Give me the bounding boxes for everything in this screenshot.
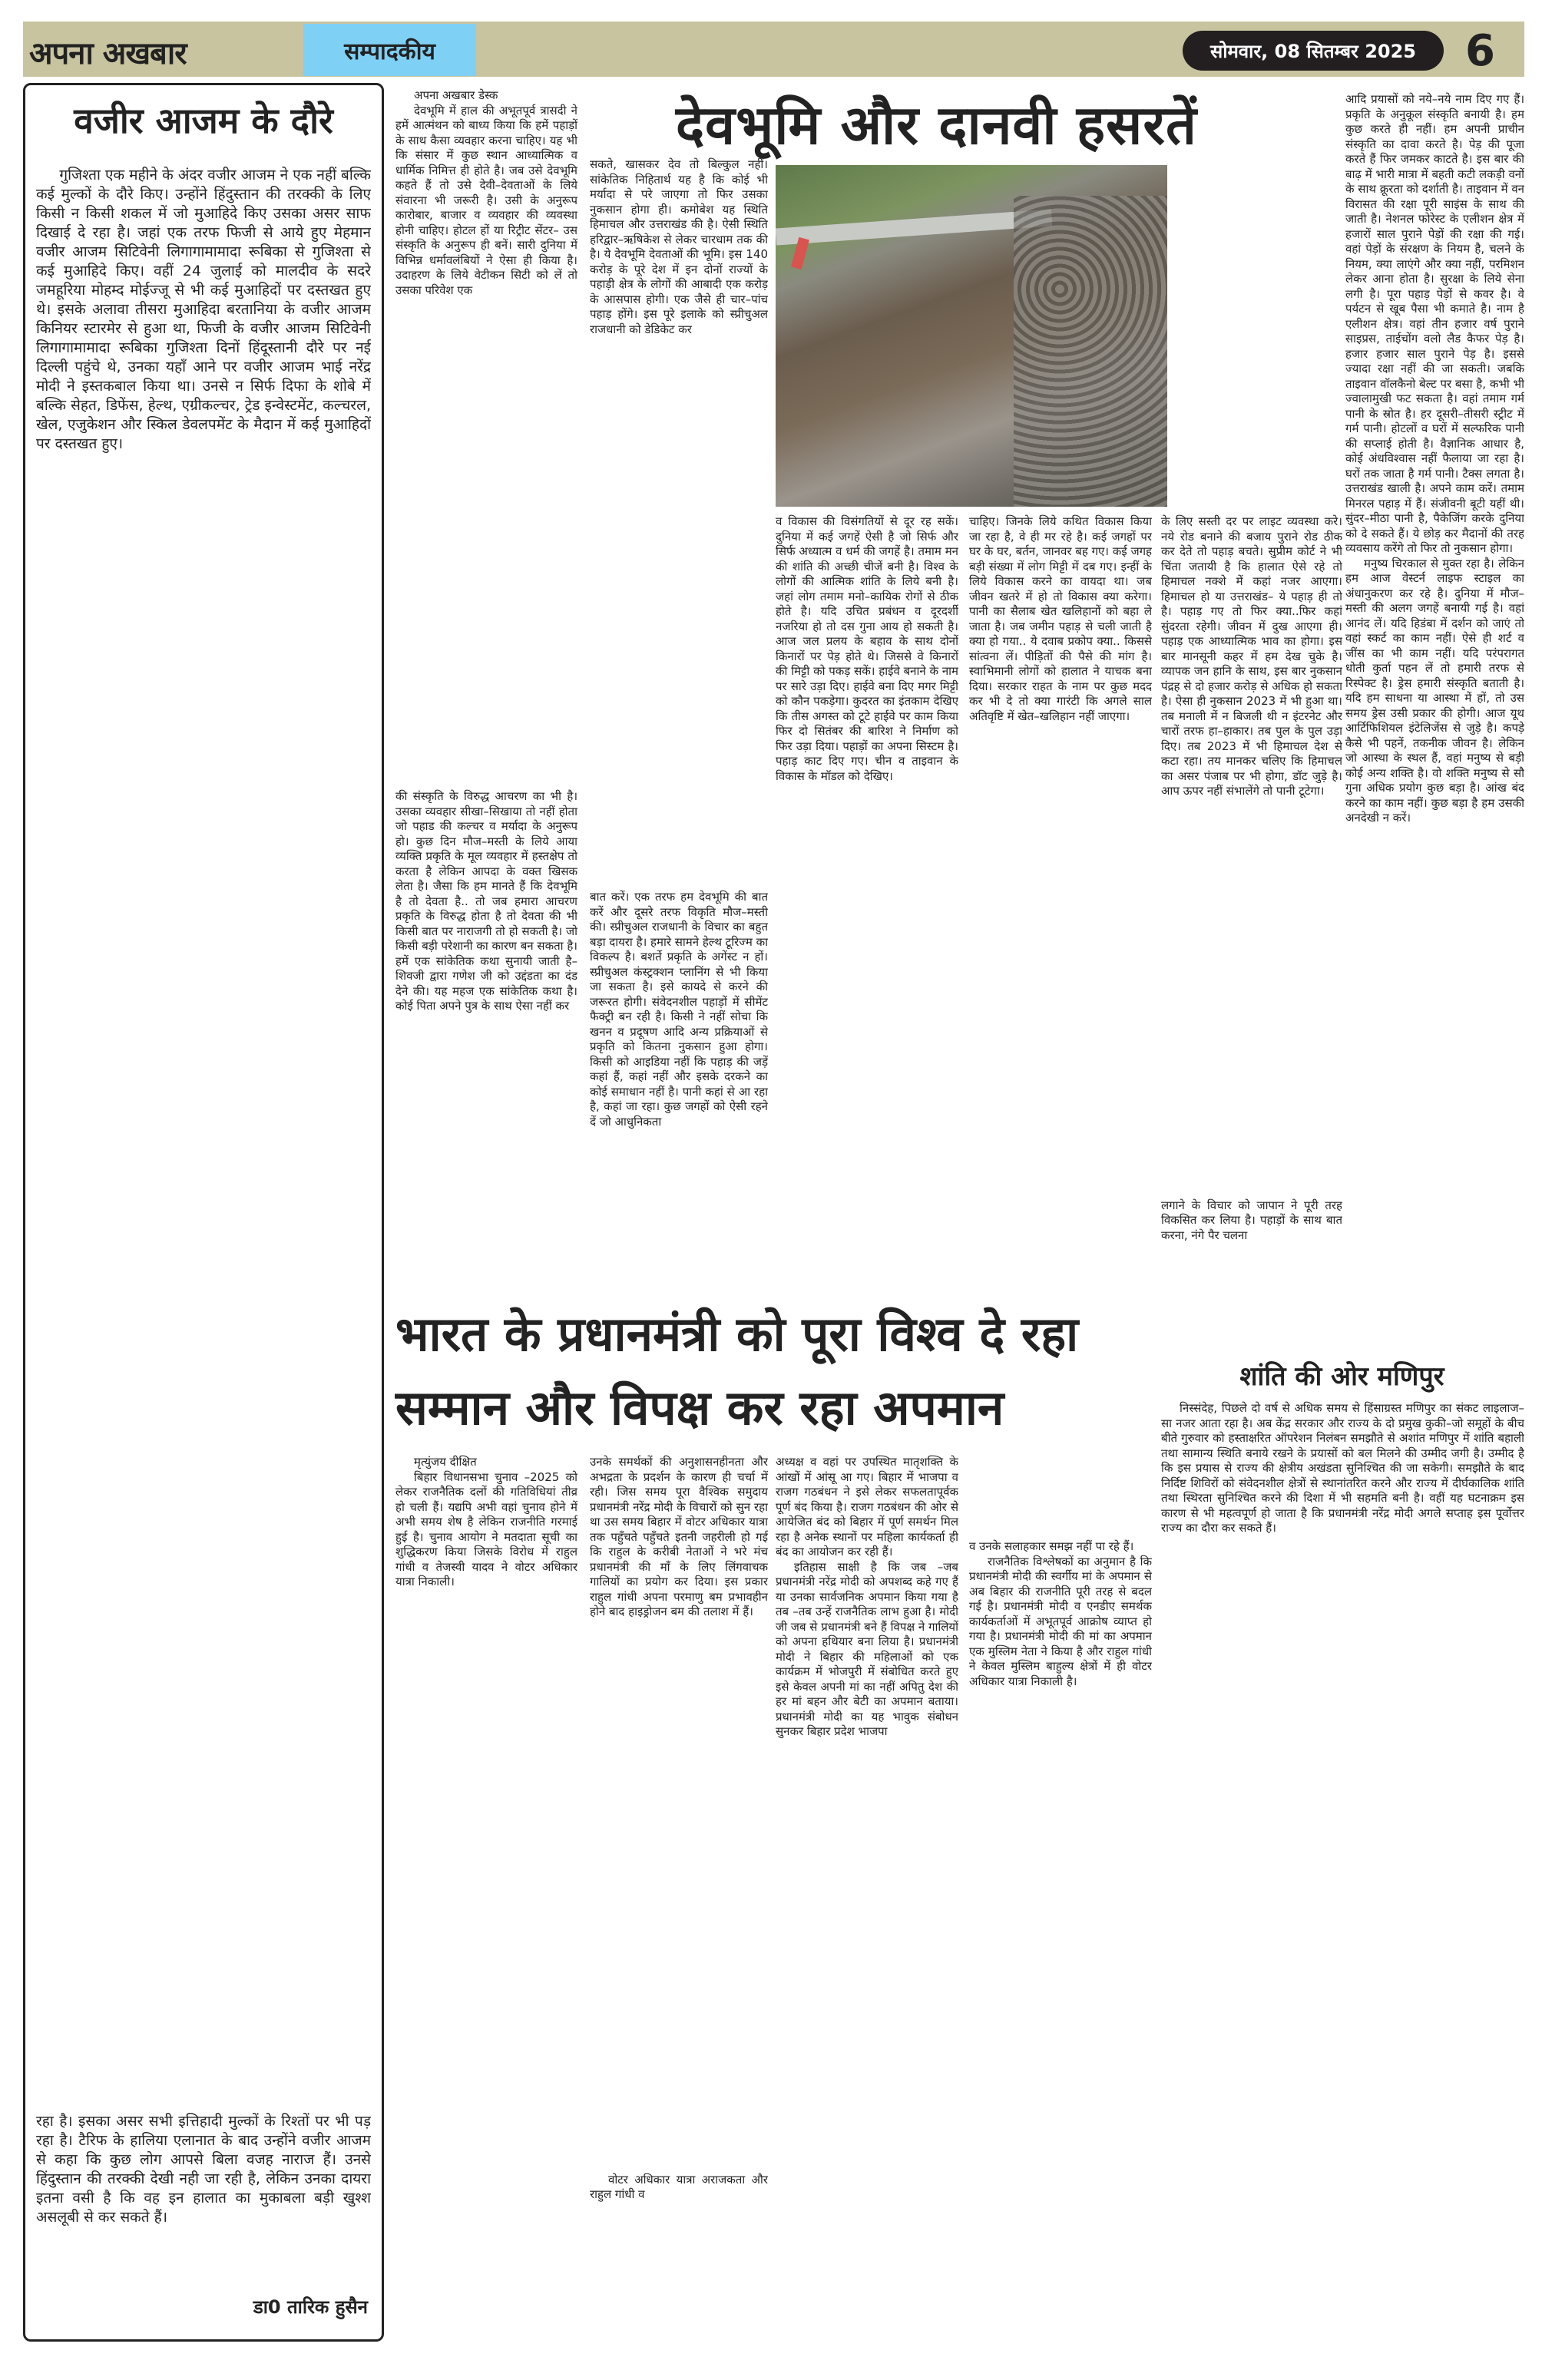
paragraph: देवभूमि में हाल की अभूतपूर्व त्रासदी ने हमें आत्मंथन को बाध्य किया कि हमें पहाड़ों के साथ कैसा व्यवहार करना चाहिए। यह भी कि संसार में कुछ स्थान आध्यात्मिक व धार्मिक निमित्त ही होते है। जब उसे देवभूमि कहते हैं तो उसे देवी–देवताओं के लिये संवारना भी जरूरी है। उसी के अनुरूप कारोबार, बाजार व व्यवहार की व्यवस्था होनी चाहिए। होटल हों या रिट्रीट सेंटर– उस संस्कृति के अनुरूप ही बनें। सारी दुनिया में विभिन्न धर्मावलंबियों ने ऐसा ही किया है। उदाहरण के लिये वेटीकन सिटी को लें तो उसका परिवेश एक	[395, 103, 577, 297]
devbhumi-col-2	[590, 157, 768, 1294]
paragraph: व विकास की विसंगतियों से दूर रह सकें। दुनिया में कई जगहें ऐसी है जो सिर्फ और सिर्फ अध्यात्म व धर्म की जगहें है। तमाम मन की शांति की अच्छी चीजें बनी है। विश्व के लोगों की आत्मिक शांति के लिये बनी है। जहां लोग तमाम मनो–कायिक रोगों से ठीक होते है। यदि उचित प्रबंधन व दूरदर्शी नजरिया हो तो दस गुना आय हो सकती है। आज जल प्रलय के बहाव के साथ दोनों किनारों पर पेड़ होते थे। जिससे वे किनारों की मिट्टी को पकड़ सकें। हाईवे बनाने के नाम पर सारे उड़ा दिए। हाईवे बना दिए मगर मिट्टी को कौन पकड़ेगा। कुदरत का इंतकाम देखिए कि तीस अगस्त को टूटे हाईवे पर काम किया फिर दो सितंबर की बारिश ने निर्माण को फिर उड़ा दिया। पहाड़ों का अपना सिस्टम है। पहाड़ काट दिए गए। चीन व ताइवान के विकास के मॉडल को देखिए।	[776, 514, 958, 783]
paragraph: व उनके सलाहकार समझ नहीं पा रहे हैं।	[969, 1539, 1134, 1553]
devbhumi-col-6	[1345, 92, 1524, 1355]
newspaper-logo: अपना अखबार	[29, 36, 187, 71]
modi-col-2	[590, 1455, 768, 2345]
wazir-article-closing	[36, 2112, 371, 2281]
paragraph: अध्यक्ष व वहां पर उपस्थित मातृशक्ति के आंखों में आंसू आ गए। बिहार में भाजपा व राजग गठबंधन ने इसे लेकर सफलतापूर्वक पूर्ण बंद किया है। राजग गठबंधन की ओर से आयेजित बंद को बिहार में पूर्ण समर्थन मिल रहा है अनेक स्थानों पर महिला कार्यकर्ता ही बंद का आयोजन कर रही हैं।	[776, 1455, 958, 1559]
date-badge: सोमवार, 08 सितम्बर 2025	[1183, 31, 1444, 71]
landslide-photo	[776, 165, 1167, 507]
devbhumi-col-5	[1161, 514, 1342, 1351]
modi-col-4	[969, 1539, 1152, 2345]
page-number: 6	[1465, 26, 1495, 76]
wazir-article-title: वजीर आजम के दौरे	[74, 100, 333, 141]
paragraph: सकते, खासकर देव तो बिल्कुल नहीं। सांकेतिक निहितार्थ यह है कि कोई भी मर्यादा से परे जाएगा तो फिर उसका नुकसान होगा ही। कमोबेश यह स्थिति हिमाचल और उत्तराखंड की है। ऐसी स्थिति हरिद्वार–ऋषिकेश से लेकर चारधाम तक की है। ये देवभूमि देवताओं की भूमि। इस 140 करोड़ के पूरे देश में इन दोनों राज्यों के पहाड़ी क्षेत्र के लोगों की आबादी एक करोड़ के आसपास होगी। एक जैसे ही चार–पांच पहाड़ होंगे। इस पूरे इलाके को स्प्रीचुअल राजधानी को डेडिकेट कर	[590, 157, 768, 336]
paragraph: बिहार विधानसभा चुनाव –2025 को लेकर राजनैतिक दलों की गतिविधियां तीव्र हो चली हैं। यद्यपि अभी वहां चुनाव होने में अभी समय शेष है लेकिन राजनीति गरमाई हुई है। चुनाव आयोग ने मतदाता सूची का शुद्धिकरण किया जिसके विरोध में राहुल गांधी व तेजस्वी यादव ने वोटर अधिकार यात्रा निकाली।	[395, 1469, 577, 1588]
byline: मृत्युंजय दीक्षित	[414, 1455, 477, 1469]
section-label: सम्पादकीय	[303, 24, 476, 76]
paragraph: इतिहास साक्षी है कि जब –जब प्रधानमंत्री नरेंद्र मोदी को अपशब्द कहे गए हैं या उनका सार्वजनिक अपमान किया गया है तब –तब उन्हें राजनैतिक लाभ हुआ है। मोदी जी जब से प्रधानमंत्री बने हैं विपक्ष ने गालियों को अपना हथियार बना लिया है। प्रधानमंत्री मोदी ने बिहार की महिलाओं को एक कार्यक्रम में भोजपुरी में संबोधित करते हुए इसे केवल अपनी मां का नहीं अपितु देश की हर मां बहन और बेटी का अपमान बताया। प्रधानमंत्री मोदी का यह भावुक संबोधन सुनकर बिहार प्रदेश भाजपा	[776, 1559, 958, 1738]
wazir-article-box	[23, 83, 384, 2342]
devbhumi-headline: देवभूमि और दानवी हसरतें	[676, 94, 1197, 157]
paragraph: के लिए सस्ती दर पर लाइट व्यवस्था करे। नये रोड बनाने की बजाय पुराने रोड ठीक कर देते तो पहाड़ बचते। सुप्रीम कोर्ट ने भी चिंता जतायी है कि हालात ऐसे रहे तो हिमाचल नक्शे में कहां नजर आएगा। हिमाचल हो या उत्तराखंड– ये पहाड़ ही तो है। पहाड़ गए तो फिर क्या..फिर कहां सुंदरता रहेगी। जीवन में दुख आएगा ही। पहाड़ एक आध्यात्मिक भाव का होगा। इस बार मानसूनी कहर में हम देख चुके है। व्यापक जन हानि के साथ, इस बार नुकसान पंद्रह से दो हजार करोड़ से अधिक हो सकता है। ऐसा ही नुकसान 2023 में भी हुआ था। तब मनाली में न बिजली थी न इंटरनेट और चारों तरफ हा–हाकार। तब पुल के पुल उड़ा दिए। तब 2023 में भी हिमाचल देश से कटा रहा। तय मानकर चलिए कि हिमाचल का असर पंजाब पर भी होगा, डॉट जुड़े है। आप ऊपर नहीं संभालेंगे तो पानी टूटेगा।	[1161, 514, 1342, 798]
paragraph: उनके समर्थकों की अनुशासनहीनता और अभद्रता के प्रदर्शन के कारण ही चर्चा में रही। जिस समय पूरा वैश्विक समुदाय प्रधानमंत्री नरेंद्र मोदी के विचारों को सुन रहा था उस समय बिहार में वोटर अधिकार यात्रा तक पहुँचते पहुँचते इतनी जहरीली हो गई कि राहुल के करीबी नेताओं ने भरे मंच प्रधानमंत्री की माँ के लिए लिंगवाचक गालियों का प्रयोग कर दिया। इस प्रकार राहुल गांधी अपना परमाणु बम प्रभावहीन होने बाद हाइड्रोजन बम की तलाश में हैं।	[590, 1455, 768, 1618]
byline: अपना अखबार डेस्क	[414, 88, 498, 102]
devbhumi-col-1	[395, 88, 577, 1294]
paragraph: की संस्कृति के विरुद्ध आचरण का भी है। उसका व्यवहार सीखा–सिखाया तो नहीं होता जो पहाड की कल्चर व मर्यादा के अनुरूप हो। कुछ दिन मौज–मस्ती के लिये आया व्यक्ति प्रकृति के मूल व्यवहार में हस्तक्षेप तो करता है लेकिन आपदा के वक्त खिसक लेता है। जैसा कि हम मानते हैं कि देवभूमि है तो देवता है.. तो जब हमारा आचरण प्रकृति के विरुद्ध होता है तो देवता की भी किसी बात पर नाराजगी तो हो सकती है। जो किसी बड़ी परेशानी का कारण बन सकता है। हमें एक सांकेतिक कथा सुनायी जाती है– शिवजी द्वारा गणेश जी को उद्दंडता का दंड देने की। यह महज एक सांकेतिक कथा है। कोई पिता अपने पुत्र के साथ ऐसा नहीं कर	[395, 789, 577, 1013]
manipur-headline: शांति की ओर मणिपुर	[1239, 1361, 1444, 1392]
paragraph: राजनैतिक विश्लेषकों का अनुमान है कि प्रधानमंत्री मोदी की स्वर्गीय मां के अपमान से अब बिहार की राजनीति पूरी तरह से बदल गई है। प्रधानमंत्री मोदी व एनडीए समर्थक कार्यकर्ताओं में अभूतपूर्व आक्रोष व्याप्त हो गया है। प्रधानमंत्री मोदी की मां का अपमान एक मुस्लिम नेता ने किया है और राहुल गांधी ने केवल मुस्लिम बाहुल्य क्षेत्रों में ही वोटर अधिकार यात्रा निकाली है।	[969, 1554, 1152, 1688]
devbhumi-col-4	[969, 514, 1152, 1294]
paragraph: वोटर अधिकार यात्रा अराजकता और राहुल गांधी व	[590, 2172, 768, 2201]
modi-col-1	[395, 1455, 577, 2345]
manipur-body	[1161, 1401, 1524, 2345]
paragraph: रहा है। इसका असर सभी इत्तिहादी मुल्कों के रिश्तों पर भी पड़ रहा है। टैरिफ के हालिया एलानात के बाद उन्होंने वजीर आजम से कहा कि कुछ लोग आपसे बिला वजह नाराज हैं। उनसे हिंदुस्तान की तरक्की देखी नही जा रही है, लेकिन उनका दायरा इतना वसी है कि वह इन हालात का मुकाबला बड़ी खुश्श असलूबी से कर सकते हैं।	[36, 2113, 371, 2226]
modi-headline: भारत के प्रधानमंत्री को पूरा विश्व दे रहा सम्मान और विपक्ष कर रहा अपमान	[395, 1306, 1079, 1436]
paragraph: बात करें। एक तरफ हम देवभूमि की बात करें और दूसरे तरफ विकृति मौज–मस्ती की। स्प्रीचुअल राजधानी के विचार का बहुत बड़ा दायरा है। हमारे सामने हेल्थ टूरिज्म का विकल्प है। बशर्ते प्रकृति के अगेंस्ट न हों। स्प्रीचुअल कंस्ट्रक्शन प्लानिंग से भी किया जा सकता है। इसे कायदे से करने की जरूरत होगी। संवेदनशील पहाड़ों में सीमेंट फैक्ट्री बन रही है। किसी ने नहीं सोचा कि खनन व प्रदूषण आदि अन्य प्रक्रियाओं से प्रकृति को कितना नुकसान हुआ होगा। किसी को आइडिया नहीं कि पहाड़ की जड़ें कहां हैं, कहां नहीं और इसके दरकने का कोई समाधान नहीं है। पानी कहां से आ रहा है, कहां जा रहा। कुछ जगहों को ऐसी रहने दें जो आधुनिकता	[590, 890, 768, 1129]
author-signature: डा0 तारिक हुसैन	[253, 2296, 368, 2318]
devbhumi-col-3	[776, 514, 958, 1294]
paragraph: गुजिश्ता एक महीने के अंदर वजीर आजम ने एक नहीं बल्कि कई मुल्कों के दौरे किए। उन्होंने हिंदुस्तान की तरक्की के लिए किसी न किसी शकल में जो मुआहिदे किए उसका असर साफ दिखाई दे रहा है। जहां एक तरफ फिजी से आये हुए मेहमान वजीर आजम सिटिवेनी लिगागामामादा रूबिका से गुजिश्ता से कई मुआहिदे किए। वहीं 24 जुलाई को मालदीव के सदरे जमहूरिया मोहम्द मोईज्जू से भी कई मुआहिदों पर दस्तखत हुए थे। इसके अलावा तीसरा मुआहिदा बरतानिया के वजीर आजम किनियर स्टारमेर से हुआ था, फिजी के वजीर आजम सिटिवेनी लिगागामामादा रूबिका गुजिश्ता दिनों हिंदूस्तानी दौरे पर नई दिल्ली पहुंचे थे, उनका यहाँ आने पर वजीर आजम भाई नरेंद्र मोदी ने इस्तकबाल किया था। उनसे न सिर्फ दिफा के शोबे में बल्कि सेहत, डिफेंस, हेल्थ, एग्रीकल्चर, ट्रेड इन्वेस्टमेंट, कल्चरल, खेल, एजुकेशन और स्किल डेवलपमेंट के मैदान में कई मुआहिदों पर दस्तखत हुए।	[36, 167, 371, 452]
wazir-article-body	[36, 166, 371, 2139]
paragraph: मनुष्य चिरकाल से मुक्त रहा है। लेकिन हम आज वेस्टर्न लाइफ स्टाइल का अंधानुकरण कर रहे है। दुनिया में मौज–मस्ती की अलग जगहें बनायी गई है। वहां आनंद लें। यदि हिडंबा में दर्शन को जाएं तो वहां स्कर्ट का काम नहीं। ऐसे ही शर्ट व जींस का भी काम नहीं। यदि परंपरागत धोती कुर्ता पहन लें तो हमारी तरफ से रिस्पेक्ट है। ड्रेस हमारी संस्कृति बताती है। यदि हम साधना या आस्था में हों, तो उस समय ड्रेस उसी प्रकार की होगी। आज यूथ आर्टिफिशियल इंटेलिजेंस से जुड़े है। कपड़े कैसे भी पहनें, तकनीक जीवन है। लेकिन जो आस्था के स्थल हैं, वहां मनुष्य से बड़ी कोई अन्य शक्ति है। वो शक्ति मनुष्य से सौ गुना अधिक प्रयोग कुछ बड़ा है। आंख बंद करने का काम नहीं। कुछ बड़ा है हम उसकी अनदेखी न करें।	[1345, 556, 1524, 825]
modi-col-3	[776, 1455, 958, 2345]
paragraph: निस्संदेह, पिछले दो वर्ष से अधिक समय से हिंसाग्रस्त मणिपुर का संकट लाइलाज–सा नजर आता रहा है। अब केंद्र सरकार और राज्य के दो प्रमुख कुकी–जो समूहों के बीच बीते गुरुवार को हस्ताक्षरित ऑपरेशन निलंबन समझौते से अशांत मणिपुर में शांति बहाली तथा सामान्य स्थिति बनाये रखने के प्रयासों को बल मिलने की उम्मीद जगी है। उम्मीद है कि इस प्रयास से राज्य की क्षेत्रीय अखंडता सुनिश्चित की जा सकेगी। समझौते के बाद निर्दिष्ट शिविरों को संवेदनशील क्षेत्रों से स्थानांतरित करने और राज्य में दीर्घकालिक शांति तथा स्थिरता सुनिश्चित करने की दिशा में भी सहमति बनी है। वहीं यह घटनाक्रम इस कारण से भी महत्वपूर्ण हो जाता है कि प्रधानमंत्री नरेंद्र मोदी अगले सप्ताह इस पूर्वोत्तर राज्य का दौरा कर सकते हैं।	[1161, 1401, 1524, 1535]
paragraph: चाहिए। जिनके लिये कथित विकास किया जा रहा है, वे ही मर रहे है। कई जगहों पर घर के घर, बर्तन, जानवर बह गए। कई जगह बड़ी संख्या में लोग मिट्टी में दब गए। इन्हीं के लिये विकास करने का वायदा था। जब जीवन खतरे में हो तो विकास क्या करेगा। पानी का सैलाब खेत खलिहानों को बहा ले जाता है। जब जमीन पहाड़ से चली जाती है क्या हो गया.. ये दवाब प्रकोप क्या.. किससे सांत्वना लें। पीड़ितों की पैसे की मांग है। स्वाभिमानी लोगों को हालात ने याचक बना दिया। सरकार राहत के नाम पर कुछ मदद कर भी दे तो क्या गारंटी कि अगले साल अतिवृष्टि में खेत–खलिहान नहीं जाएगा।	[969, 514, 1152, 723]
paragraph: आदि प्रयासों को नये–नये नाम दिए गए हैं। प्रकृति के अनुकूल संस्कृति बनायी है। हम कुछ करते ही नहीं। हम अपनी प्राचीन संस्कृति का दावा करते है। पेड़ की पूजा करते हैं फिर जमकर काटते है। इस बार की बाढ़ में भारी मात्रा में बहती कटी लकड़ी वनों के साथ क्रूरता को दर्शाती है। ताइवान में वन विरासत की रक्षा पूरी साइंस के साथ की जाती है। नेशनल फोरेस्ट के एलीशन क्षेत्र में हजारों साल पुराने पेड़ों की रक्षा की गई। वहां पेड़ों के संरक्षण के नियम है, चलने के नियम, क्या लाएंगे और क्या नहीं, परमिशन लेकर आना होता है। सुरक्षा के लिये सेना लगी है। पूरा पहाड़ पेड़ों से कवर है। वे पर्यटन से खूब पैसा भी कमाते है। नाम है एलीशन क्षेत्र। वहां तीन हजार वर्ष पुराने साइप्रस, ताईचोंग वलो लैड कैफर पेड़ है। हजार हजार साल पुराने पेड़ है। इससे ज्यादा रक्षा नहीं की जा सकती। जबकि ताइवान वॉलकैनो बेल्ट पर बसा है, कभी भी ज्वालामुखी फट सकता है। वहां तमाम गर्म पानी के स्रोत है। हर दूसरी–तीसरी स्ट्रीट में गर्म पानी। होटलों व घरों में सल्फरिक पानी की सप्लाई होती है। वैज्ञानिक आधार है, कोई अंधविश्वास नहीं फैलाया जा रहा है। घरों तक जाता है गर्म पानी। टैक्स लगता है। उत्तराखंड खाली है। अपने काम करें। तमाम मिनरल पहाड़ में हैं। संजीवनी बूटी यहीं थी। सुंदर–मीठा पानी है, पैकेजिंग करके दुनिया को दे सकते हैं। ये छोड़ कर मैदानों की तरह व्यवसाय करेंगे तो फिर तो नुकसान होगा।	[1345, 92, 1524, 555]
paragraph: लगाने के विचार को जापान ने पूरी तरह विकसित कर लिया है। पहाड़ों के साथ बात करना, नंगे पैर चलना	[1161, 1198, 1342, 1242]
